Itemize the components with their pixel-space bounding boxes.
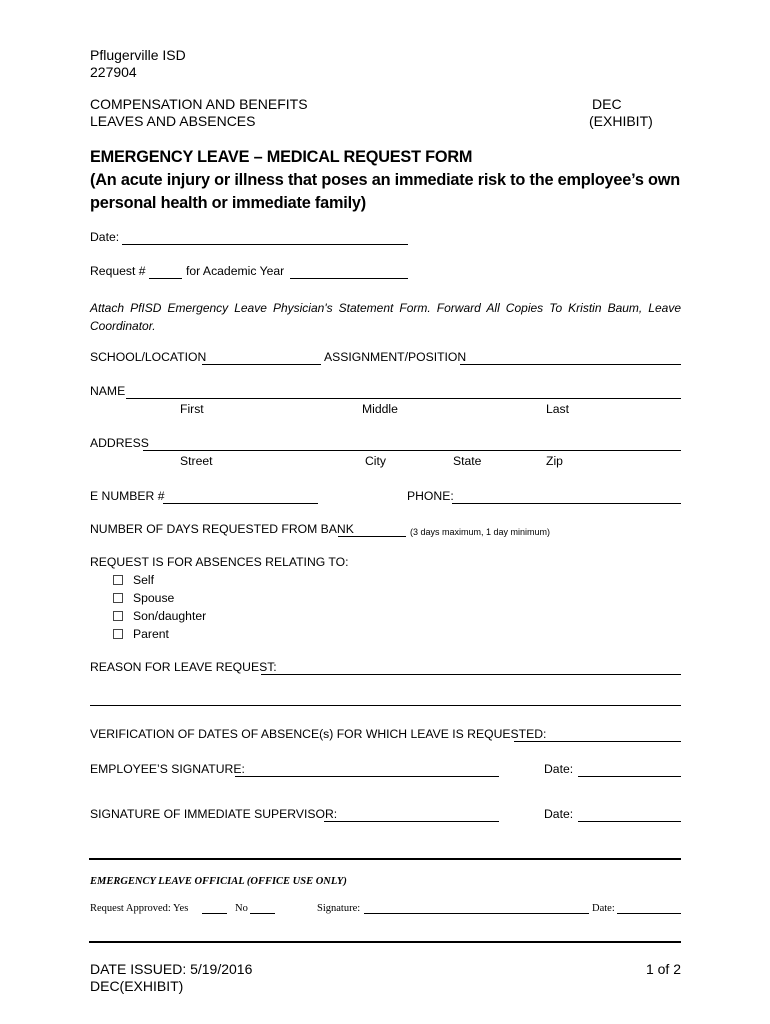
name-label: NAME (90, 384, 126, 398)
office-date-label: Date: (592, 903, 615, 914)
name-first-caption: First (180, 402, 204, 416)
employee-date-field[interactable] (578, 776, 681, 777)
checkbox-icon[interactable] (113, 629, 123, 639)
relation-option-parent[interactable] (113, 627, 169, 642)
relation-label: REQUEST IS FOR ABSENCES RELATING TO: (90, 555, 349, 569)
section-title-1: COMPENSATION AND BENEFITS (90, 96, 308, 112)
reason-field[interactable] (261, 674, 681, 675)
policy-type: (EXHIBIT) (589, 113, 653, 129)
supervisor-signature-field[interactable] (324, 821, 499, 822)
relation-option-label: Self (133, 573, 155, 587)
reason-field-line-2[interactable] (90, 705, 681, 706)
days-requested-label: NUMBER OF DAYS REQUESTED FROM BANK (90, 522, 354, 536)
office-signature-field[interactable] (364, 913, 589, 914)
verification-field[interactable] (514, 741, 681, 742)
employee-date-label: Date: (544, 762, 574, 776)
footer-policy-ref: DEC(EXHIBIT) (90, 978, 184, 994)
instructions-text: Attach PfISD Emergency Leave Physician's Statement Form. Forward All Copies To Kristin Baum, Leave Coordinator. (90, 301, 681, 333)
phone-label: PHONE: (407, 489, 454, 503)
e-number-field[interactable] (163, 503, 318, 504)
district-name: Pflugerville ISD (90, 47, 186, 63)
days-requested-field[interactable] (338, 536, 406, 537)
office-use-top-rule (89, 858, 681, 860)
supervisor-date-field[interactable] (578, 821, 681, 822)
name-field[interactable] (126, 398, 681, 399)
checkbox-icon[interactable] (113, 593, 123, 603)
office-use-bottom-rule (89, 941, 681, 943)
request-number-field[interactable] (149, 278, 182, 279)
office-signature-label: Signature: (317, 903, 361, 914)
date-issued: DATE ISSUED: 5/19/2016 (90, 961, 253, 977)
relation-option-son-daughter[interactable] (113, 609, 206, 624)
office-date-field[interactable] (617, 913, 681, 914)
approved-yes-field[interactable] (202, 913, 227, 914)
address-street-caption: Street (180, 454, 213, 468)
name-last-caption: Last (546, 402, 570, 416)
date-field[interactable] (122, 244, 408, 245)
checkbox-icon[interactable] (113, 611, 123, 621)
form-title: EMERGENCY LEAVE – MEDICAL REQUEST FORM (90, 148, 473, 166)
address-label: ADDRESS (90, 436, 149, 450)
school-location-field[interactable] (202, 364, 321, 365)
district-code: 227904 (90, 64, 137, 80)
reason-label: REASON FOR LEAVE REQUEST: (90, 660, 277, 674)
checkbox-icon[interactable] (113, 575, 123, 585)
address-zip-caption: Zip (546, 454, 563, 468)
phone-field[interactable] (452, 503, 681, 504)
relation-option-label: Parent (133, 627, 169, 641)
days-requested-note: (3 days maximum, 1 day minimum) (410, 527, 551, 537)
address-field[interactable] (143, 450, 681, 451)
policy-code: DEC (592, 96, 622, 112)
verification-label: VERIFICATION OF DATES OF ABSENCE(s) FOR WHICH LEAVE IS REQUESTED: (90, 727, 547, 741)
page-number: 1 of 2 (645, 961, 681, 977)
assignment-position-label: ASSIGNMENT/POSITION (324, 350, 467, 364)
academic-year-label: for Academic Year (186, 264, 285, 278)
relation-option-self[interactable] (113, 573, 154, 588)
academic-year-field[interactable] (290, 278, 408, 279)
form-subtitle-2: personal health or immediate family) (90, 194, 366, 212)
name-middle-caption: Middle (362, 402, 398, 416)
school-location-label: SCHOOL/LOCATION (90, 350, 207, 364)
relation-option-spouse[interactable] (113, 591, 174, 606)
address-state-caption: State (453, 454, 482, 468)
date-label: Date: (90, 230, 120, 244)
supervisor-signature-label: SIGNATURE OF IMMEDIATE SUPERVISOR: (90, 807, 338, 821)
relation-option-label: Son/daughter (133, 609, 207, 623)
supervisor-date-label: Date: (544, 807, 574, 821)
assignment-position-field[interactable] (460, 364, 681, 365)
relation-option-label: Spouse (133, 591, 175, 605)
request-number-label: Request # (90, 264, 146, 278)
approved-no-label: No (235, 903, 248, 914)
employee-signature-field[interactable] (235, 776, 499, 777)
address-city-caption: City (365, 454, 386, 468)
approved-no-field[interactable] (250, 913, 275, 914)
request-approved-label: Request Approved: Yes (90, 903, 189, 914)
section-title-2: LEAVES AND ABSENCES (90, 113, 256, 129)
form-subtitle-1: (An acute injury or illness that poses an immediate risk to the employee’s own (90, 171, 680, 189)
employee-signature-label: EMPLOYEE’S SIGNATURE: (90, 762, 245, 776)
e-number-label: E NUMBER # (90, 489, 165, 503)
office-use-heading: EMERGENCY LEAVE OFFICIAL (OFFICE USE ONLY) (90, 876, 347, 887)
